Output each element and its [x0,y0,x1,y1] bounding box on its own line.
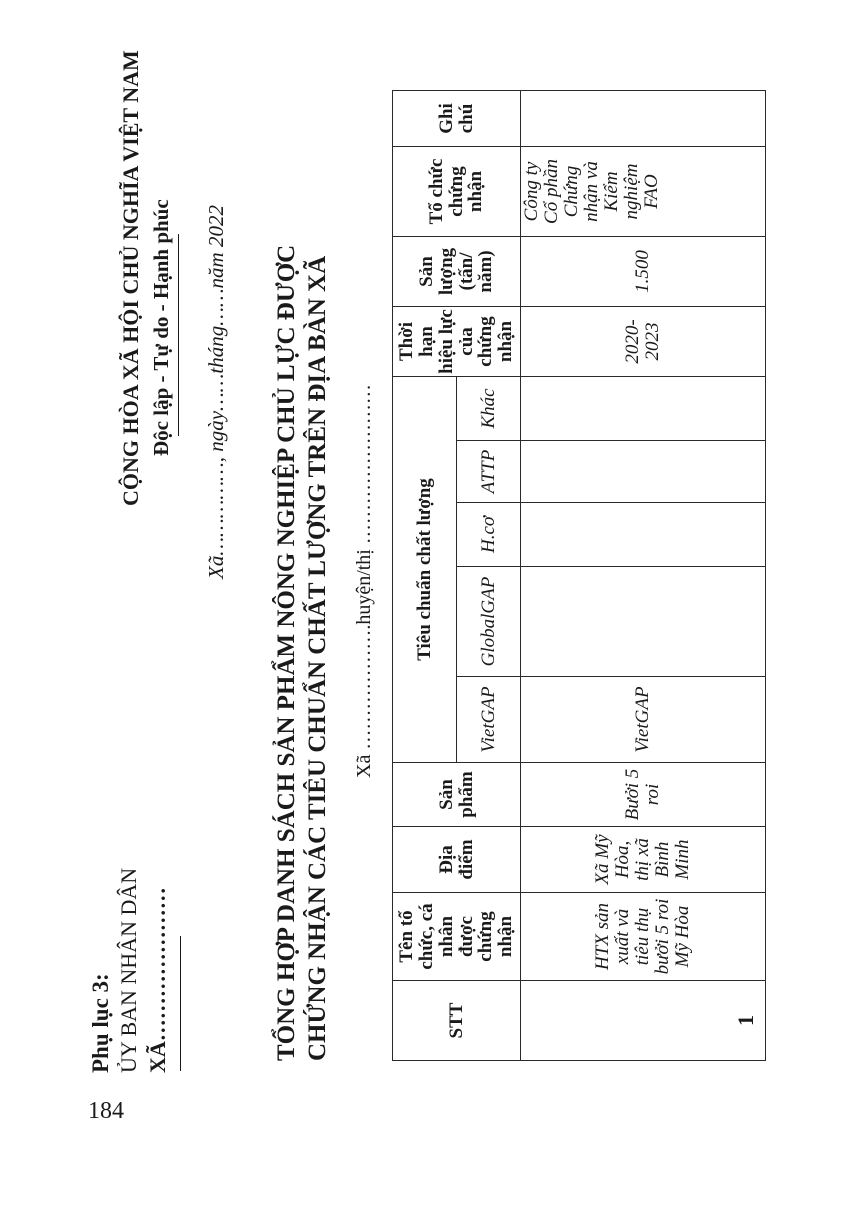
cell-product: Bưởi 5 roi [521,763,766,827]
district-line: Xã ……………….huyện/thị …………………… [353,384,375,778]
motto-underline [178,234,179,436]
header-location: Địa điểm [393,827,521,893]
cell-globalgap [521,567,766,677]
cell-location: Xã Mỹ Hòa, thị xã Bình Minh [521,827,766,893]
subheader-attp: ATTP [457,441,521,503]
commune-underline [180,936,181,1071]
national-title: CỘNG HÒA XÃ HỘI CHỦ NGHĨA VIỆT NAM [118,50,143,506]
dateline: Xã……………, ngày……tháng……năm 2022 [204,205,228,579]
committee-name: ỦY BAN NHÂN DÂN [116,867,141,1073]
header-stt: STT [393,981,521,1061]
certification-table [392,90,766,1061]
cell-validity: 2020-2023 [521,306,766,376]
appendix-label: Phụ lục 3: [88,973,113,1073]
header-name: Tên tổ chức, cá nhân được chứng nhận [393,893,521,981]
cell-certifier: Công ty Cổ phần Chứng nhận và Kiểm nghiệm FAO [521,146,766,236]
cell-output: 1.500 [521,236,766,306]
page-number: 184 [88,1098,124,1124]
subheader-khac: Khác [457,376,521,440]
cell-huuco [521,503,766,567]
commune-name: XÃ………………… [145,887,170,1073]
header-certifier: Tổ chức chứng nhận [393,146,521,236]
cell-note [521,90,766,146]
header-validity: Thời hạn hiệu lực của chứng nhận [393,306,521,376]
header-note: Ghi chú [393,90,521,146]
national-motto: Độc lập - Tự do - Hạnh phúc [149,199,173,456]
document-title-line1: TỔNG HỢP DANH SÁCH SẢN PHẨM NÔNG NGHIỆP CHỦ LỰC ĐƯỢC [273,244,300,1061]
cell-attp [521,441,766,503]
subheader-vietgap: VietGAP [457,677,521,763]
table-header-row [393,90,457,1060]
header-standards: Tiêu chuẩn chất lượng [393,376,457,762]
document-title-line2: CHỨNG NHẬN CÁC TIÊU CHUẨN CHẤT LƯỢNG TRÊN ĐỊA BÀN XÃ [304,255,331,1061]
cell-vietgap: VietGAP [521,677,766,763]
cell-stt: 1 [521,981,766,1061]
cell-name: HTX sản xuất và tiêu thụ bưởi 5 roi Mỹ Hòa [521,893,766,981]
header-product: Sản phẩm [393,763,521,827]
header-output: Sản lượng (tấn/ năm) [393,236,521,306]
subheader-globalgap: GlobalGAP [457,567,521,677]
subheader-huuco: H.cơ [457,503,521,567]
table-row [521,90,766,1060]
cell-khac [521,376,766,440]
